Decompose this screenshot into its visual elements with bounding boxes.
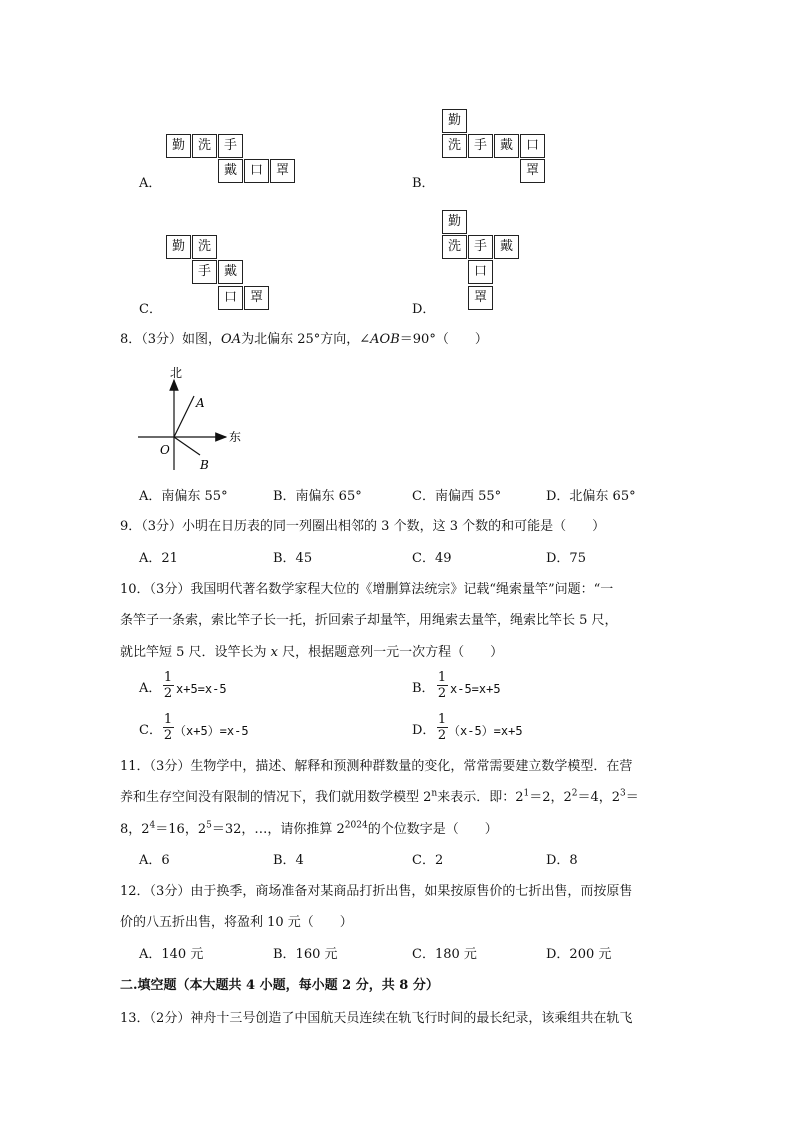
q8-stem-post: ＝90°（ ） xyxy=(399,332,488,347)
fraction-half xyxy=(162,670,174,701)
net-cell: 手 xyxy=(218,134,243,158)
q8-option-b: B．南偏东 65° xyxy=(273,489,362,504)
net-cell: 洗 xyxy=(442,134,467,158)
option-label: A． xyxy=(139,176,162,191)
frac-num: 1 xyxy=(163,712,173,727)
net-cell: 戴 xyxy=(218,260,243,284)
q10-line3-pre: 就比竿短 5 尺．设竿长为 xyxy=(120,645,271,660)
q10-option-c-label: C． xyxy=(139,723,162,738)
q10-line2: 条竿子一条索，索比竿子长一托，折回索子却量竿，用绳索去量竿，绳索比竿长 5 尺， xyxy=(120,613,618,628)
t: ＝32，…，请你推算 2 xyxy=(211,822,345,837)
t: ＝4，2 xyxy=(577,790,621,805)
t: n xyxy=(431,788,438,799)
q11-option-a: A．6 xyxy=(139,853,170,868)
q10-line3-post: 尺，根据题意列一元一次方程（ ） xyxy=(278,645,504,660)
q12-line2: 价的八五折出售，将盈利 10 元（ ） xyxy=(120,915,353,930)
q9-option-c: C．49 xyxy=(412,551,452,566)
q9-option-a: A．21 xyxy=(139,551,178,566)
north-label: 北 xyxy=(170,366,183,380)
q10-option-b-label: B． xyxy=(412,681,435,696)
frac-den: 2 xyxy=(437,686,447,701)
point-b-label: B xyxy=(200,458,209,472)
net-cell: 勤 xyxy=(442,210,467,234)
q11-line2 xyxy=(120,789,639,807)
q11-option-c: C．2 xyxy=(412,853,444,868)
net-cell: 戴 xyxy=(494,235,519,259)
q10-option-d-label: D． xyxy=(412,723,436,738)
net-cell: 手 xyxy=(468,134,493,158)
q9-option-b: B．45 xyxy=(273,551,313,566)
q8-stem xyxy=(120,331,488,349)
net-cell: 勤 xyxy=(166,235,191,259)
net-cell: 罩 xyxy=(244,286,269,310)
net-cell: 洗 xyxy=(442,235,467,259)
q9-stem: 9．（3分）小明在日历表的同一列圈出相邻的 3 个数，这 3 个数的和可能是（ ） xyxy=(120,519,606,534)
q10-option-a-label: A． xyxy=(139,681,162,696)
frac-den: 2 xyxy=(163,686,173,701)
q9-option-d: D．75 xyxy=(546,551,586,566)
q10-line1: 10．（3分）我国明代著名数学家程大位的《增删算法统宗》记载“绳索量竿”问题：“一 xyxy=(120,582,614,597)
net-cell: 手 xyxy=(468,235,493,259)
q11-line3 xyxy=(120,821,498,839)
q10-line3 xyxy=(120,644,503,662)
frac-num: 1 xyxy=(163,670,173,685)
net-cell: 勤 xyxy=(166,134,191,158)
q12-line1: 12．（3分）由于换季，商场准备对某商品打折出售，如果按原售价的七折出售，而按原售 xyxy=(120,884,633,899)
t: 3 xyxy=(620,788,626,799)
q8-oa: OA xyxy=(221,332,242,347)
net-cell: 洗 xyxy=(192,235,217,259)
t: 2024 xyxy=(344,820,368,831)
net-cell: 罩 xyxy=(270,159,295,183)
t: ＝2，2 xyxy=(529,790,572,805)
q10-option-c-expr: （x+5）=x-5 xyxy=(174,724,249,738)
t: 养和生存空间没有限制的情况下，我们就用数学模型 2 xyxy=(120,790,432,805)
fraction-half xyxy=(162,712,174,743)
t: 8，2 xyxy=(120,822,150,837)
q8-stem-pre: 8．（3分）如图， xyxy=(120,332,222,347)
point-o-label: O xyxy=(160,443,170,457)
frac-num: 1 xyxy=(437,670,447,685)
frac-num: 1 xyxy=(437,712,447,727)
net-cell: 罩 xyxy=(520,159,545,183)
q8-option-d: D．北偏东 65° xyxy=(546,489,636,504)
option-label: B． xyxy=(412,176,435,191)
net-cell: 口 xyxy=(218,286,243,310)
q11-line1: 11．（3分）生物学中，描述、解释和预测种群数量的变化，常常需要建立数学模型．在营 xyxy=(120,759,633,774)
t: 4 xyxy=(149,820,156,831)
q8-stem-mid: 为北偏东 25°方向，∠ xyxy=(241,332,371,347)
q12-option-b: B．160 元 xyxy=(273,947,338,962)
q10-option-a-expr: x+5=x-5 xyxy=(176,682,227,696)
t: 5 xyxy=(206,820,212,831)
t: 2 xyxy=(571,788,578,799)
q11-option-d: D．8 xyxy=(546,853,578,868)
q8-option-a: A．南偏东 55° xyxy=(139,489,228,504)
frac-den: 2 xyxy=(163,728,173,743)
frac-den: 2 xyxy=(437,728,447,743)
net-cell: 口 xyxy=(244,159,269,183)
net-cell: 勤 xyxy=(442,109,467,133)
t: 1 xyxy=(523,788,530,799)
east-label: 东 xyxy=(229,430,242,444)
q13-line1: 13．（2分）神舟十三号创造了中国航天员连续在轨飞行时间的最长纪录，该乘组共在轨飞 xyxy=(120,1011,633,1026)
q10-option-d-expr: （x-5）=x+5 xyxy=(448,724,523,738)
q12-option-d: D．200 元 xyxy=(546,947,612,962)
net-cell: 罩 xyxy=(468,286,493,310)
option-label: C． xyxy=(139,302,162,317)
point-a-label: A xyxy=(196,396,205,410)
fraction-half xyxy=(436,670,448,701)
ray-oa xyxy=(174,396,194,437)
net-cell: 戴 xyxy=(218,159,243,183)
q11-option-b: B．4 xyxy=(273,853,304,868)
q10-option-b-expr: x-5=x+5 xyxy=(450,682,501,696)
net-cell: 洗 xyxy=(192,134,217,158)
net-cell: 手 xyxy=(192,260,217,284)
net-cell: 戴 xyxy=(494,134,519,158)
t: 的个位数字是（ ） xyxy=(367,822,498,837)
t: ＝16，2 xyxy=(155,822,207,837)
option-label: D． xyxy=(412,302,436,317)
q8-aob: AOB xyxy=(370,332,400,347)
section-heading: 二.填空题（本大题共 4 小题，每小题 2 分，共 8 分） xyxy=(120,978,439,993)
compass-figure xyxy=(130,362,260,477)
ray-ob xyxy=(174,437,200,455)
net-cell: 口 xyxy=(520,134,545,158)
t: 来表示．即：2 xyxy=(437,790,524,805)
t: ＝ xyxy=(625,790,639,805)
net-cell: 口 xyxy=(468,260,493,284)
q12-option-c: C．180 元 xyxy=(412,947,477,962)
q12-option-a: A．140 元 xyxy=(139,947,204,962)
q10-x: x xyxy=(270,645,279,660)
fraction-half xyxy=(436,712,448,743)
q8-option-c: C．南偏西 55° xyxy=(412,489,502,504)
